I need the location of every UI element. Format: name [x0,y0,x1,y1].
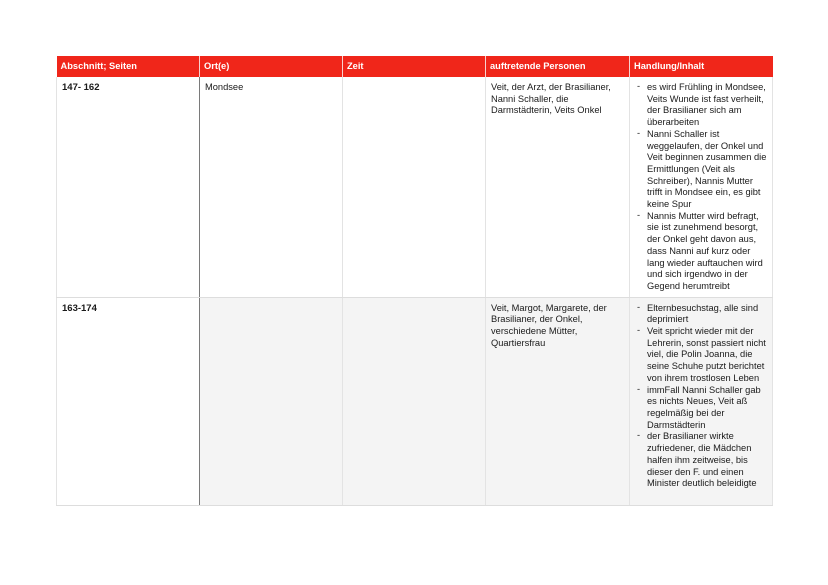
bullet-dash: - [637,81,641,91]
table-row [57,77,773,297]
bullet-dash: - [637,209,641,220]
list-item [635,303,767,326]
content-list [635,82,767,293]
header-section: Abschnitt; Seiten [57,56,200,77]
bullet-dash: - [637,127,641,138]
list-item-text: immFall Nanni Schaller gab es nichts Neues, Veit aß regelmäßig bei der Darmstädterin [647,384,761,430]
cell-persons: Veit, der Arzt, der Brasilianer, Nanni Schaller, die Darmstädterin, Veits Onkel [486,77,630,297]
bullet-dash: - [637,383,641,394]
header-persons: auftretende Personen [486,56,630,77]
cell-persons: Veit, Margot, Margarete, der Brasilianer, der Onkel, verschiedene Mütter, Quartiersfrau [486,297,630,505]
list-item [635,129,767,211]
summary-table-container [56,56,772,506]
header-place: Ort(e) [200,56,343,77]
list-item-text: Nannis Mutter wird befragt, sie ist zunehmend besorgt, der Onkel geht davon aus, dass Nanni auf kurz oder lang wieder auftauchen wird und sich irgendwo in der Gegend herumtreibt [647,210,763,291]
list-item [635,385,767,432]
bullet-dash: - [637,301,641,312]
list-item [635,211,767,293]
list-item [635,431,767,490]
list-item-text: Nanni Schaller ist weggelaufen, der Onkel und Veit beginnen zusammen die Ermittlungen (Veit als Schreiber), Nannis Mutter trifft in Mondsee ein, es gibt keine Spur [647,128,767,210]
list-item [635,82,767,129]
cell-content [630,297,773,505]
bullet-dash: - [637,325,641,336]
list-item-text: es wird Frühling in Mondsee, Veits Wunde ist fast verheilt, der Brasilianer sich am überarbeiten [647,82,766,128]
cell-content [630,77,773,297]
table-header-row [57,56,773,77]
header-content: Handlung/Inhalt [630,56,773,77]
bullet-dash: - [637,430,641,441]
cell-time [343,77,486,297]
cell-place: Mondsee [200,77,343,297]
cell-section: 147- 162 [57,77,200,297]
list-item-text: Veit spricht wieder mit der Lehrerin, sonst passiert nicht viel, die Polin Joanna, die seine Schuhe putzt berichtet von ihrem trostlosen Leben [647,326,766,383]
table-row [57,297,773,505]
content-list [635,303,767,490]
cell-section: 163-174 [57,297,200,505]
list-item-text: der Brasilianer wirkte zufriedener, die Mädchen halfen ihm zeitweise, bis dieser den F. und einen Minister deutlich beleidigte [647,431,757,489]
cell-place [200,297,343,505]
summary-table [56,56,773,506]
list-item-text: Elternbesuchstag, alle sind deprimiert [647,302,759,325]
cell-time [343,297,486,505]
header-time: Zeit [343,56,486,77]
list-item [635,326,767,385]
